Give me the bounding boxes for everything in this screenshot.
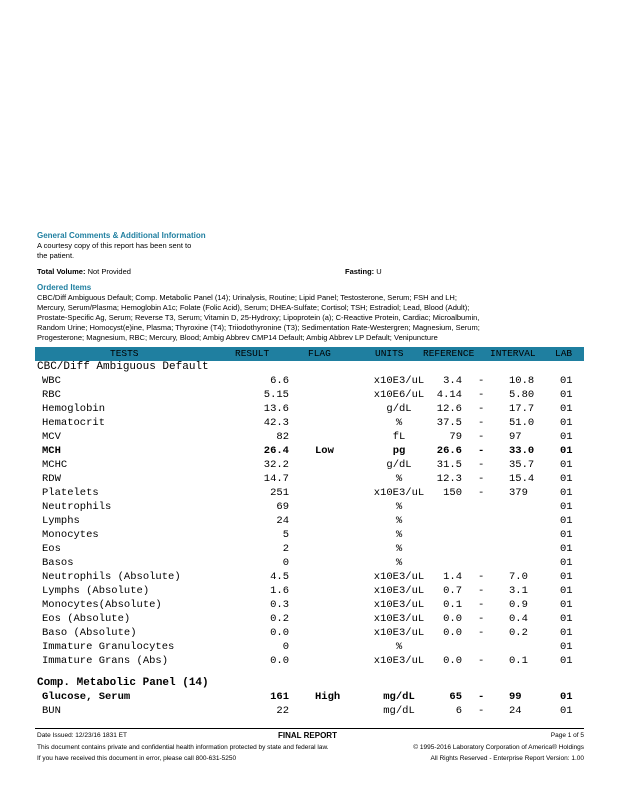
lab-code: 01 <box>560 627 573 639</box>
fasting <box>345 267 382 277</box>
lab-code: 01 <box>560 375 573 387</box>
header-result: RESULT <box>235 348 270 359</box>
privacy-notice-2: If you have received this document in error, please call 800-631-5250 <box>37 755 237 762</box>
reference-high: 0.1 <box>509 655 528 667</box>
flag-value: Low <box>315 445 334 457</box>
reference-high: 15.4 <box>509 473 535 485</box>
lab-code: 01 <box>560 641 573 653</box>
reference-low: 12.3 <box>436 473 462 485</box>
reference-low: 6 <box>455 705 462 717</box>
result-value: 14.7 <box>263 473 289 485</box>
lab-code: 01 <box>560 515 573 527</box>
date-issued: Date Issued: 12/23/16 1831 ET <box>37 732 127 739</box>
units-value: x10E3/uL <box>373 571 425 583</box>
total-volume-value: Not Provided <box>87 267 131 276</box>
reference-high: 0.2 <box>509 627 528 639</box>
reference-high: 33.0 <box>509 445 535 457</box>
reference-high: 0.9 <box>509 599 528 611</box>
lab-code: 01 <box>560 473 573 485</box>
test-name: Baso (Absolute) <box>42 627 137 639</box>
reference-high: 379 <box>509 487 528 499</box>
result-value: 1.6 <box>270 585 289 597</box>
reference-low: 0.0 <box>443 655 462 667</box>
result-value: 13.6 <box>263 403 289 415</box>
test-name: RDW <box>42 473 61 485</box>
ordered-items-line-4: Random Urine; Homocyst(e)ine, Plasma; Thyroxine (T4); Triiodothyronine (T3); Sedimentation Rate-Westergren; Magnesium, Serum; <box>37 323 480 332</box>
reference-high: 97 <box>509 431 522 443</box>
lab-code: 01 <box>560 487 573 499</box>
test-name: WBC <box>42 375 61 387</box>
result-value: 5.15 <box>263 389 289 401</box>
report-version: 1.00 <box>571 755 584 762</box>
table-row <box>35 705 584 719</box>
reference-high: 7.0 <box>509 571 528 583</box>
reference-dash: - <box>478 403 485 415</box>
lab-code: 01 <box>560 691 573 703</box>
table-row <box>35 431 584 445</box>
table-row <box>35 389 584 403</box>
reference-high: 51.0 <box>509 417 535 429</box>
lab-code: 01 <box>560 705 573 717</box>
ordered-items-line-2: Mercury, Serum/Plasma; Hemoglobin A1c; Folate (Folic Acid), Serum; DHEA-Sulfate; Cortisol; TSH; Estradiol; Lead, Blood (Adult); <box>37 303 470 312</box>
units-value: mg/dL <box>383 691 415 703</box>
total-volume <box>37 267 131 277</box>
test-name: MCHC <box>42 459 68 471</box>
reference-low: 12.6 <box>436 403 462 415</box>
header-tests: TESTS <box>110 348 139 359</box>
table-row <box>35 515 584 529</box>
ordered-items-line-1: CBC/Diff Ambiguous Default; Comp. Metabolic Panel (14); Urinalysis, Routine; Lipid Panel; Testosterone, Serum; FSH and LH; <box>37 293 457 302</box>
test-name: Neutrophils (Absolute) <box>42 571 181 583</box>
result-value: 161 <box>270 691 289 703</box>
units-value: x10E3/uL <box>373 655 425 667</box>
lab-code: 01 <box>560 529 573 541</box>
reference-low: 3.4 <box>443 375 462 387</box>
reference-low: 26.6 <box>436 445 462 457</box>
table-row <box>35 655 584 669</box>
test-name: Glucose, Serum <box>42 691 131 703</box>
reference-dash: - <box>478 655 485 667</box>
units-value: x10E3/uL <box>373 627 425 639</box>
lab-code: 01 <box>560 655 573 667</box>
units-value: % <box>395 515 403 527</box>
result-value: 0.2 <box>270 613 289 625</box>
units-value: fL <box>392 431 406 443</box>
copyright-2 <box>430 755 584 762</box>
reference-low: 1.4 <box>443 571 462 583</box>
header-lab: LAB <box>555 348 573 359</box>
ordered-items-line-5: Progesterone; Magnesium, RBC; Mercury, Blood; Ambig Abbrev CMP14 Default; Ambig Abbrev LP Default; Venipuncture <box>37 333 438 342</box>
result-value: 6.6 <box>270 375 289 387</box>
test-name: Hematocrit <box>42 417 106 429</box>
units-value: x10E3/uL <box>373 585 425 597</box>
reference-low: 0.1 <box>443 599 462 611</box>
table-row <box>35 445 584 459</box>
fasting-label: Fasting: <box>345 267 375 276</box>
reference-high: 3.1 <box>509 585 528 597</box>
units-value: % <box>395 473 403 485</box>
reference-dash: - <box>478 431 485 443</box>
table-row <box>35 417 584 431</box>
reference-dash: - <box>478 571 485 583</box>
reference-low: 0.7 <box>443 585 462 597</box>
units-value: mg/dL <box>383 705 415 717</box>
lab-code: 01 <box>560 389 573 401</box>
units-value: x10E3/uL <box>373 599 425 611</box>
reference-low: 65 <box>449 691 462 703</box>
fasting-value: U <box>376 267 382 276</box>
ordered-items-heading: Ordered Items <box>37 283 92 292</box>
units-value: % <box>395 641 403 653</box>
lab-code: 01 <box>560 543 573 555</box>
privacy-notice-1: This document contains private and confidential health information protected by state and federal law. <box>37 744 329 751</box>
test-name: BUN <box>42 705 61 717</box>
result-value: 5 <box>282 529 289 541</box>
table-row <box>35 459 584 473</box>
header-units: UNITS <box>375 348 404 359</box>
result-value: 4.5 <box>270 571 289 583</box>
table-row <box>35 585 584 599</box>
total-volume-label: Total Volume: <box>37 267 86 276</box>
lab-code: 01 <box>560 585 573 597</box>
table-row <box>35 571 584 585</box>
test-name: Monocytes(Absolute) <box>42 599 162 611</box>
units-value: % <box>395 529 403 541</box>
header-flag: FLAG <box>308 348 331 359</box>
result-value: 22 <box>276 705 289 717</box>
test-name: Monocytes <box>42 529 99 541</box>
lab-code: 01 <box>560 431 573 443</box>
reference-dash: - <box>478 585 485 597</box>
units-value: g/dL <box>386 459 412 471</box>
result-value: 2 <box>282 543 289 555</box>
reference-low: 37.5 <box>436 417 462 429</box>
lab-code: 01 <box>560 459 573 471</box>
lab-code: 01 <box>560 613 573 625</box>
table-row <box>35 599 584 613</box>
reference-dash: - <box>478 473 485 485</box>
test-name: Immature Grans (Abs) <box>42 655 169 667</box>
units-value: x10E3/uL <box>373 613 425 625</box>
units-value: g/dL <box>386 403 412 415</box>
ordered-items-line-3: Prostate-Specific Ag, Serum; Reverse T3, Serum; Vitamin D, 25-Hydroxy; Lipoprotein (a); C-Reactive Protein, Cardiac; Microalbumin, <box>37 313 480 322</box>
reference-high: 17.7 <box>509 403 535 415</box>
lab-code: 01 <box>560 599 573 611</box>
test-name: RBC <box>42 389 61 401</box>
reference-low: 31.5 <box>436 459 462 471</box>
reference-low: 4.14 <box>436 389 462 401</box>
table-row <box>35 375 584 389</box>
result-value: 82 <box>276 431 289 443</box>
result-value: 0.0 <box>270 627 289 639</box>
lab-code: 01 <box>560 571 573 583</box>
test-name: Immature Granulocytes <box>42 641 175 653</box>
table-row <box>35 487 584 501</box>
reference-high: 5.80 <box>509 389 535 401</box>
copyright-1: © 1995-2016 Laboratory Corporation of America® Holdings <box>413 744 584 751</box>
result-value: 0 <box>282 557 289 569</box>
header-interval: INTERVAL <box>490 348 536 359</box>
result-value: 0.3 <box>270 599 289 611</box>
header-reference: REFERENCE <box>423 348 475 359</box>
results-table-header <box>35 347 584 361</box>
reference-dash: - <box>478 599 485 611</box>
lab-code: 01 <box>560 417 573 429</box>
result-value: 32.2 <box>263 459 289 471</box>
reference-high: 99 <box>509 691 522 703</box>
table-row <box>35 627 584 641</box>
copyright-2-text: All Rights Reserved - Enterprise Report Version: <box>430 755 570 762</box>
test-name: Lymphs <box>42 515 80 527</box>
test-name: Eos (Absolute) <box>42 613 131 625</box>
result-value: 251 <box>270 487 289 499</box>
reference-low: 150 <box>443 487 462 499</box>
reference-dash: - <box>478 375 485 387</box>
test-name: Neutrophils <box>42 501 112 513</box>
units-value: pg <box>392 445 406 457</box>
table-row <box>35 543 584 557</box>
general-comments-line-1: A courtesy copy of this report has been sent to <box>37 241 192 250</box>
reference-dash: - <box>478 627 485 639</box>
lab-code: 01 <box>560 557 573 569</box>
units-value: % <box>395 417 403 429</box>
reference-high: 10.8 <box>509 375 535 387</box>
reference-low: 79 <box>449 431 462 443</box>
general-comments-heading: General Comments & Additional Information <box>37 231 206 240</box>
units-value: x10E3/uL <box>373 375 425 387</box>
lab-code: 01 <box>560 501 573 513</box>
test-name: Basos <box>42 557 74 569</box>
section-comp-metabolic-panel: Comp. Metabolic Panel (14) <box>37 677 209 689</box>
lab-code: 01 <box>560 403 573 415</box>
result-value: 24 <box>276 515 289 527</box>
reference-high: 0.4 <box>509 613 528 625</box>
reference-dash: - <box>478 705 485 717</box>
result-value: 69 <box>276 501 289 513</box>
test-name: Eos <box>42 543 61 555</box>
table-row <box>35 403 584 417</box>
result-value: 42.3 <box>263 417 289 429</box>
test-name: Lymphs (Absolute) <box>42 585 150 597</box>
reference-low: 0.0 <box>443 627 462 639</box>
table-row <box>35 641 584 655</box>
table-row <box>35 501 584 515</box>
reference-dash: - <box>478 691 485 703</box>
final-report-label: FINAL REPORT <box>278 731 337 740</box>
general-comments-line-2: the patient. <box>37 251 75 260</box>
result-value: 0.0 <box>270 655 289 667</box>
reference-low: 0.0 <box>443 613 462 625</box>
table-row <box>35 691 584 705</box>
lab-code: 01 <box>560 445 573 457</box>
page-number: Page 1 of 5 <box>550 732 584 739</box>
reference-dash: - <box>478 445 485 457</box>
table-row <box>35 473 584 487</box>
test-name: MCV <box>42 431 61 443</box>
units-value: x10E6/uL <box>373 389 425 401</box>
flag-value: High <box>315 691 341 703</box>
reference-high: 35.7 <box>509 459 535 471</box>
reference-dash: - <box>478 487 485 499</box>
footer-divider <box>35 728 584 729</box>
units-value: x10E3/uL <box>373 487 425 499</box>
test-name: Platelets <box>42 487 99 499</box>
result-value: 26.4 <box>263 445 289 457</box>
units-value: % <box>395 543 403 555</box>
section-cbc-diff: CBC/Diff Ambiguous Default <box>37 361 209 373</box>
units-value: % <box>395 501 403 513</box>
table-row <box>35 529 584 543</box>
reference-dash: - <box>478 389 485 401</box>
reference-dash: - <box>478 613 485 625</box>
reference-high: 24 <box>509 705 522 717</box>
table-row <box>35 557 584 571</box>
reference-dash: - <box>478 459 485 471</box>
test-name: MCH <box>42 445 61 457</box>
test-name: Hemoglobin <box>42 403 106 415</box>
table-row <box>35 613 584 627</box>
reference-dash: - <box>478 417 485 429</box>
result-value: 0 <box>282 641 289 653</box>
units-value: % <box>395 557 403 569</box>
